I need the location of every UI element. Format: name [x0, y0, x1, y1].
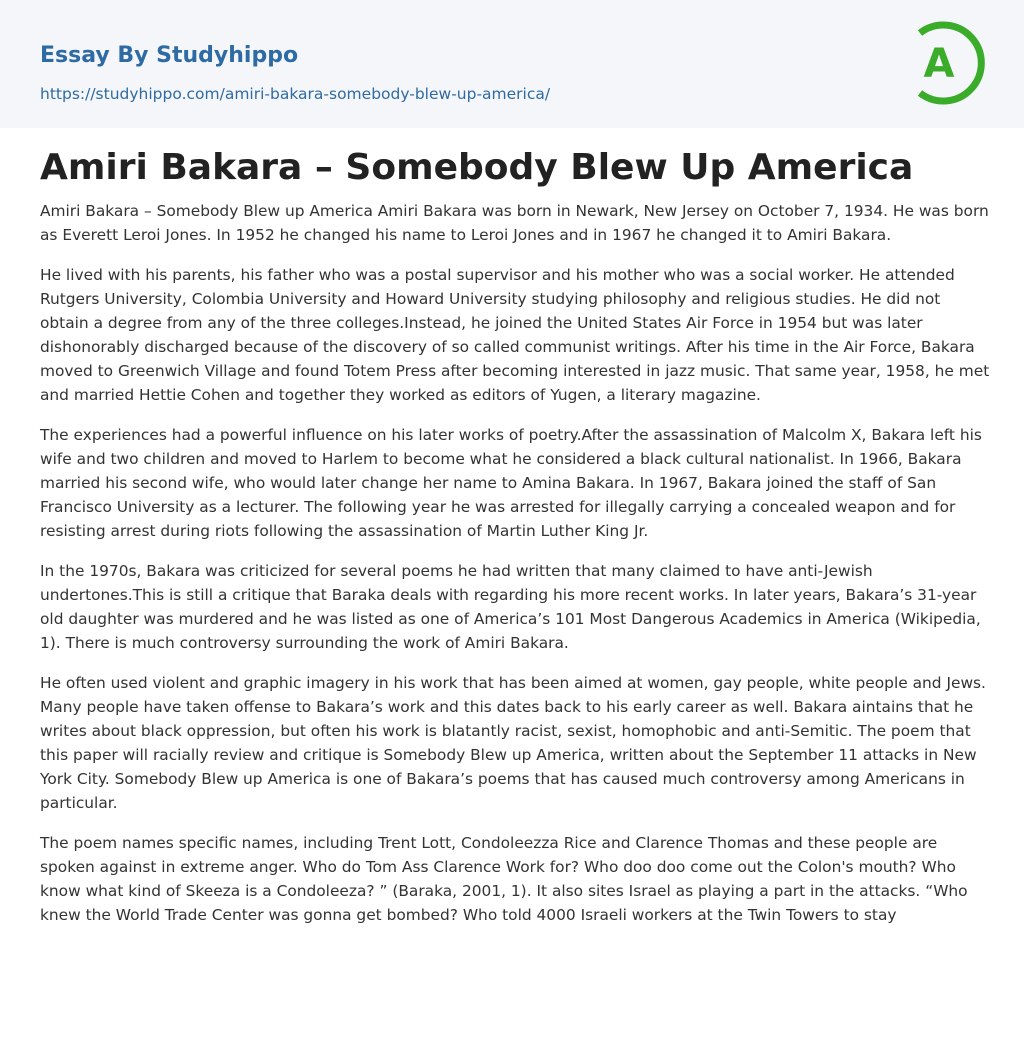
essay-paragraph: Amiri Bakara – Somebody Blew up America Amiri Bakara was born in Newark, New Jersey on October 7, 1934. He was born as Everett Leroi Jones. In 1952 he changed his name to Leroi Jones and in 1967 he changed it to Amiri Bakara.: [40, 202, 989, 244]
essay-paragraph: He often used violent and graphic imagery in his work that has been aimed at women, gay people, white people and Jews. Many people have taken offense to Bakara’s work and this dates back to his early career as well. Bakara aintains that he writes about black oppression, but often his work is blatantly racist, sexist, homophobic and anti-Semitic. The poem that this paper will racially review and critique is Somebody Blew up America, written about the September 11 attacks in New York City. Somebody Blew up America is one of Bakara’s poems that has caused much controversy among Americans in particular.: [40, 674, 986, 812]
essay-paragraph: He lived with his parents, his father who was a postal supervisor and his mother who was a social worker. He attended Rutgers University, Colombia University and Howard University studying philosophy and religious studies. He did not obtain a degree from any of the three colleges.Instead, he joined the United States Air Force in 1954 but was later dishonorably discharged because of the discovery of so called communist writings. After his time in the Air Force, Bakara moved to Greenwich Village and found Totem Press after becoming interested in jazz music. That same year, 1958, he met and married Hettie Cohen and together they worked as editors of Yugen, a literary magazine.: [40, 266, 990, 404]
essay-paragraph: In the 1970s, Bakara was criticized for several poems he had written that many claimed to have anti-Jewish undertones.This is still a critique that Baraka deals with regarding his more recent works. In later years, Bakara’s 31-year old daughter was murdered and he was listed as one of America’s 101 Most Dangerous Academics in America (Wikipedia, 1). There is much controversy surrounding the work of Amiri Bakara.: [40, 562, 981, 652]
essay-paragraph: The experiences had a powerful influence on his later works of poetry.After the assassination of Malcolm X, Bakara left his wife and two children and moved to Harlem to become what he considered a black cultural nationalist. In 1966, Bakara married his second wife, who would later change her name to Amina Bakara. In 1967, Bakara joined the staff of San Francisco University as a lecturer. The following year he was arrested for illegally carrying a concealed weapon and for resisting arrest during riots following the assassination of Martin Luther King Jr.: [40, 426, 982, 540]
essay-url-link[interactable]: https://studyhippo.com/amiri-bakara-somebody-blew-up-america/: [40, 85, 551, 103]
logo-letter: A: [923, 41, 955, 87]
essay-content: [40, 145, 990, 943]
essay-title: Amiri Bakara – Somebody Blew Up America: [40, 147, 914, 188]
studyhippo-logo-icon[interactable]: [912, 20, 986, 106]
essay-paragraph: The poem names specific names, including Trent Lott, Condoleezza Rice and Clarence Thomas and these people are spoken against in extreme anger. Who do Tom Ass Clarence Work for? Who doo doo come out the Colon's mouth? Who know what kind of Skeeza is a Condoleeza? ” (Baraka, 2001, 1). It also sites Israel as playing a part in the attacks. “Who knew the World Trade Center was gonna get bombed? Who told 4000 Israeli workers at the Twin Towers to stay: [40, 834, 968, 924]
site-header: [0, 0, 1024, 128]
site-title[interactable]: Essay By Studyhippo: [40, 43, 299, 68]
